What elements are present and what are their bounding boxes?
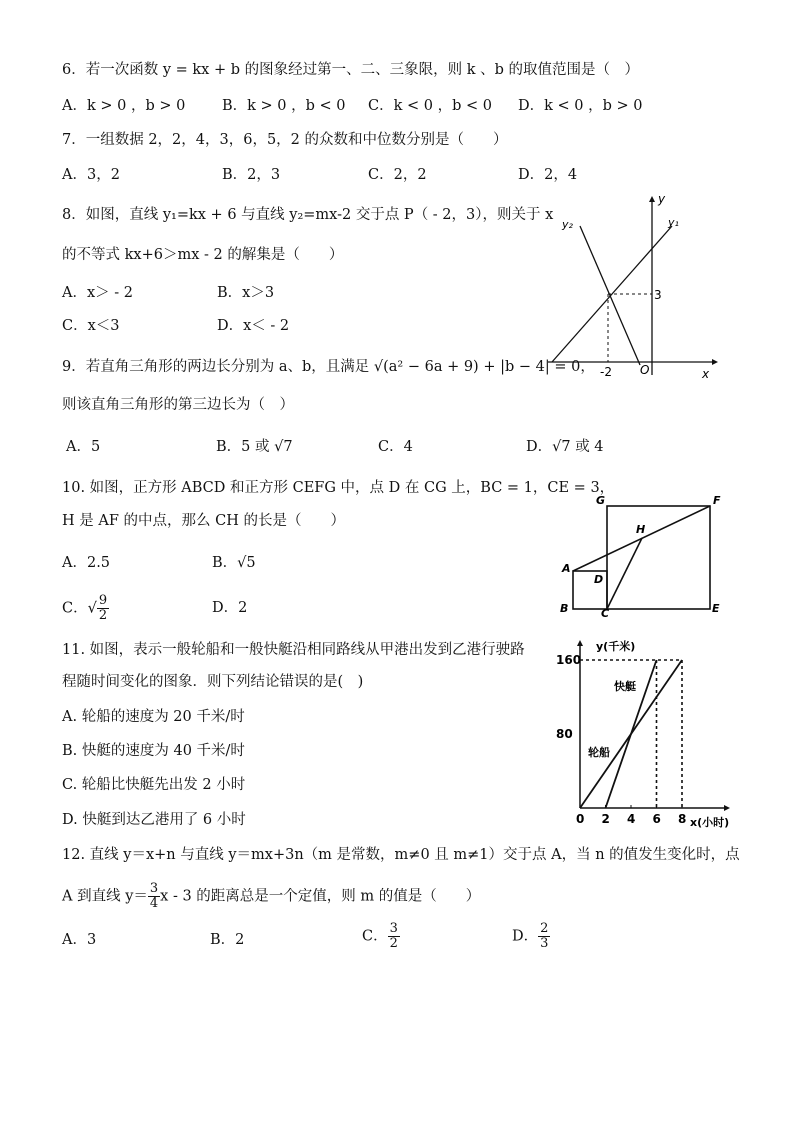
q8-option-c: C．x＜3 <box>62 318 120 334</box>
q11-x-tick-4: 4 <box>627 812 636 826</box>
q12-option-d-den: 3 <box>540 936 549 951</box>
q11-option-d: D. 快艇到达乙港用了 6 小时 <box>62 812 246 828</box>
q6-stem: 6．若一次函数 y = kx + b 的图象经过第一、二、三象限，则 k 、b 的取值范围是（ ） <box>62 62 640 78</box>
q12-option-c-num: 3 <box>389 921 398 936</box>
q11-x-arrow-icon <box>724 805 730 811</box>
q12-option-c <box>362 922 400 951</box>
q10-label-d: D <box>594 573 604 586</box>
q10-label-h: H <box>636 523 646 536</box>
q12-option-c-prefix: C． <box>362 928 388 945</box>
q12-stem-line1: 12. 直线 y＝x+n 与直线 y＝mx+3n（m 是常数，m≠0 且 m≠1）交于点 A，当 n 的值发生变化时，点 <box>62 847 740 863</box>
q12-stem-frac-den: 4 <box>149 896 159 911</box>
q10-option-d: D．2 <box>212 600 248 616</box>
q11-x-tick-2: 2 <box>601 812 610 826</box>
q11-option-c: C. 轮船比快艇先出发 2 小时 <box>62 777 246 793</box>
q7-option-c: C．2，2 <box>368 167 427 183</box>
q8-option-a: A．x＞ - 2 <box>62 285 133 301</box>
q11-y-arrow-icon <box>577 640 583 646</box>
q8-y-arrow-icon <box>649 196 655 202</box>
q12-option-c-den: 2 <box>389 936 398 951</box>
q11-option-a: A. 轮船的速度为 20 千米/时 <box>62 709 245 725</box>
q12-option-d-prefix: D． <box>512 928 539 945</box>
q12-stem-fraction <box>148 882 160 911</box>
q8-stem-line1: 8．如图，直线 y₁=kx + 6 与直线 y₂=mx-2 交于点 P（ - 2，3），则关于 x <box>62 207 554 223</box>
q12-stem-line2 <box>62 882 480 911</box>
q11-stem-line2: 程随时间变化的图象．则下列结论错误的是( ) <box>62 674 364 690</box>
q10-label-b: B <box>560 602 569 615</box>
q8-option-d: D．x＜ - 2 <box>217 318 290 334</box>
q11-x-axis-label: x(小时) <box>690 816 730 829</box>
q9-option-d: D．√7 或 4 <box>526 439 604 455</box>
q10-label-g: G <box>596 494 606 507</box>
q12-stem-line2-suffix: x - 3 的距离总是一个定值，则 m 的值是（ ） <box>160 888 481 905</box>
q8-x-tick: -2 <box>600 365 612 379</box>
q9-stem-line2: 则该直角三角形的第三边长为（ ） <box>62 397 294 413</box>
q10-option-c-num: 9 <box>98 593 108 608</box>
q9-stem-line1 <box>62 357 595 377</box>
q11-y-tick-160: 160 <box>556 653 582 667</box>
q8-y-label: y <box>658 192 666 206</box>
q9-option-b: B．5 或 √7 <box>216 439 293 455</box>
q8-option-b: B．x＞3 <box>217 285 275 301</box>
q12-stem-frac-num: 3 <box>149 881 159 896</box>
q10-option-a: A．2.5 <box>62 555 111 571</box>
q7-option-b: B．2，3 <box>222 167 281 183</box>
q11-chart <box>548 636 738 832</box>
q11-x-tick-8: 8 <box>678 812 687 826</box>
q11-option-b: B. 快艇的速度为 40 千米/时 <box>62 743 245 759</box>
q12-option-c-fraction <box>388 922 400 951</box>
q11-stem-line1: 11. 如图，表示一般轮船和一般快艇沿相同路线从甲港出发到乙港行驶路 <box>62 642 525 658</box>
q9-option-a: A．5 <box>66 439 101 455</box>
q10-label-f: F <box>713 494 721 507</box>
q9-stem-prefix: 9．若直角三角形的两边长分别为 a、b，且满足 <box>62 359 370 375</box>
q10-stem-line2: H 是 AF 的中点，那么 CH 的长是（ ） <box>62 513 345 529</box>
q11-x-tick-6: 6 <box>652 812 661 826</box>
q9-option-c: C．4 <box>378 439 413 455</box>
q10-stem-line1: 10. 如图，正方形 ABCD 和正方形 CEFG 中，点 D 在 CG 上，BC = 1，CE = 3， <box>62 480 615 496</box>
q7-option-d: D．2，4 <box>518 167 578 183</box>
q10-option-c-fraction <box>97 594 109 623</box>
q7-option-a: A．3，2 <box>62 167 120 183</box>
q12-option-a: A．3 <box>62 932 97 948</box>
q10-option-c: C．√ $\frac{9}{2}$ <box>62 593 108 623</box>
q12-option-b: B．2 <box>210 932 245 948</box>
q10-line-ch <box>607 538 642 609</box>
q11-y-axis-label: y(千米) <box>596 640 636 653</box>
q10-option-c-prefix: C． <box>62 600 88 617</box>
q8-y1-label: y₁ <box>668 216 679 229</box>
q11-y-tick-80: 80 <box>556 727 573 741</box>
q8-y2-label: y₂ <box>562 218 573 231</box>
q12-option-d-num: 2 <box>540 921 549 936</box>
q9-stem-math: √(a² − 6a + 9) + |b − 4| = 0， <box>373 359 595 375</box>
q10-square-cefg <box>607 506 710 609</box>
q10-option-c-den: 2 <box>98 608 108 623</box>
q11-x-tick-0: 0 <box>576 812 585 826</box>
q8-figure <box>540 190 720 382</box>
q8-x-label: x <box>702 367 710 381</box>
q8-origin-label: O <box>640 363 650 377</box>
q11-series-label-kuaiting: 快艇 <box>614 680 636 693</box>
q7-stem: 7．一组数据 2，2，4，3，6，5，2 的众数和中位数分别是（ ） <box>62 132 508 148</box>
q6-option-c: C．k < 0 ，b < 0 <box>368 98 492 114</box>
q12-option-d-fraction <box>538 922 550 951</box>
q12-option-d <box>512 922 550 951</box>
q10-option-b: B．√5 <box>212 555 256 571</box>
q10-label-a: A <box>562 562 571 575</box>
q10-figure <box>556 490 728 618</box>
q8-stem-line2: 的不等式 kx+6＞mx - 2 的解集是（ ） <box>62 247 344 263</box>
q10-label-c: C <box>601 607 610 618</box>
q11-series-label-lunchuan: 轮船 <box>588 746 610 759</box>
q6-option-d: D．k < 0 ，b > 0 <box>518 98 643 114</box>
q6-option-b: B．k > 0 ，b < 0 <box>222 98 346 114</box>
q8-x-arrow-icon <box>712 359 718 365</box>
q8-y-tick: 3 <box>654 288 662 302</box>
q8-line-y2 <box>580 226 640 365</box>
q6-option-a: A．k > 0 ，b > 0 <box>62 98 186 114</box>
q12-stem-line2-prefix: A 到直线 y＝ <box>62 888 148 905</box>
q10-label-e: E <box>712 602 720 615</box>
